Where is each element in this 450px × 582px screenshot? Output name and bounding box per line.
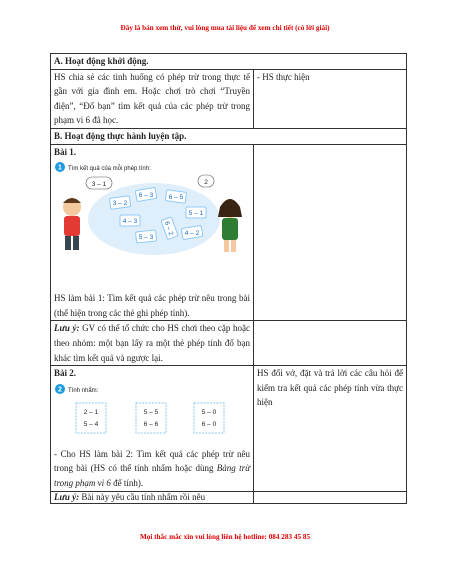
math-card-text: 4 – 2 (184, 230, 200, 238)
note-text: GV có thể tổ chức cho HS chơi theo cặp hoặc theo nhóm: một bạn lấy ra một thẻ phép tính đố bạn khác tìm kết quả và ngược lại. (54, 323, 251, 363)
bai2-note-student-cell (254, 491, 407, 503)
expression-text: 6 – 6 (143, 420, 159, 428)
bai2-cell (51, 366, 254, 491)
figure-prompt: Tính nhẩm: (68, 387, 99, 394)
badge-number: 1 (58, 164, 62, 172)
table-row (51, 366, 407, 491)
bai2-title: Bài 2. (54, 368, 77, 379)
section-a-title: A. Hoạt động khởi động. (51, 54, 407, 70)
math-card-text: 5 – 1 (188, 210, 204, 218)
note-label: Lưu ý: (54, 323, 80, 334)
table-row (51, 128, 407, 144)
bai1-note-cell (51, 321, 254, 366)
expression-box (194, 403, 224, 433)
boy-figure-icon (63, 198, 81, 250)
bai1-student-cell (254, 144, 407, 321)
bai1-illustration (54, 161, 250, 261)
table-row (51, 69, 407, 128)
expression-text: 5 – 4 (83, 420, 99, 428)
table-row (51, 144, 407, 321)
note-text: Bài này yêu cầu tính nhẩm rồi nêu (79, 491, 206, 502)
expression-text: 6 – 0 (201, 420, 217, 428)
table-row (51, 54, 407, 70)
badge-number: 2 (58, 386, 62, 394)
expression-box (76, 403, 106, 433)
bai1-note-student-cell (254, 321, 407, 366)
math-card-text: 4 – 3 (122, 218, 138, 226)
figure-prompt: Tìm kết quả của mỗi phép tính: (68, 166, 151, 173)
speech-bubble-text: 3 – 1 (91, 181, 107, 189)
expression-text: 5 – 0 (201, 408, 217, 416)
bai2-instruction-emphasis: Bảng trừ trong phạm vi 6 (54, 463, 250, 488)
expression-text: 2 – 1 (83, 408, 99, 416)
lesson-plan-table (50, 53, 407, 504)
section-b-title: B. Hoạt động thực hành luyện tập. (51, 128, 407, 144)
hotline-banner: Mọi thắc mắc xin vui lòng liên hệ hotline: 084 283 45 85 (139, 533, 311, 541)
bai1-instruction: HS làm bài 1: Tìm kết quả các phép trừ nêu trong bài (thể hiện trong các thẻ ghi phép tính). (54, 293, 250, 318)
table-row (51, 321, 407, 366)
math-card-text: 6 – 5 (168, 194, 184, 202)
bai2-student-cell: HS đổi vở, đặt và trả lời các câu hỏi để kiểm tra kết quả các phép tính vừa thực hiện (254, 366, 407, 491)
math-card-text: 6 – 3 (138, 192, 154, 200)
girl-figure-icon (218, 199, 242, 252)
bai2-note-cell (51, 491, 254, 503)
bai1-cell (51, 144, 254, 321)
expression-text: 5 – 5 (143, 408, 159, 416)
expression-box (136, 403, 166, 433)
bai2-instruction-text-end: để tính). (110, 477, 144, 488)
table-row (51, 491, 407, 503)
note-label: Lưu ý: (54, 491, 80, 502)
math-card-text: 5 – 3 (138, 234, 154, 242)
section-a-teacher-cell: HS chia sẻ các tình huống có phép trừ trong thực tế gần với gia đình em. Hoặc chơi trò chơi “Truyền điện”, “Đố bạn” tìm kết quả của các phép trừ trong phạm vi 6 đã học. (51, 69, 254, 128)
math-card-text: 3 – 2 (112, 200, 128, 208)
section-a-student-cell: - HS thực hiện (254, 69, 407, 128)
bai1-title: Bài 1. (54, 146, 77, 157)
speech-bubble-text: 2 (204, 179, 208, 187)
bai2-instruction (54, 447, 250, 491)
math-card-text: 6 – 2 (162, 220, 175, 237)
bai2-instruction-text: - Cho HS làm bài 2: Tìm kết quả các phép trừ nêu trong bài (HS có thể tính nhẩm hoặc dùng (54, 448, 250, 474)
preview-banner: Đây là bản xem thử, vui lòng mua tài liệu để xem chi tiết (có lời giải) (120, 24, 330, 32)
bai2-illustration (54, 383, 250, 441)
